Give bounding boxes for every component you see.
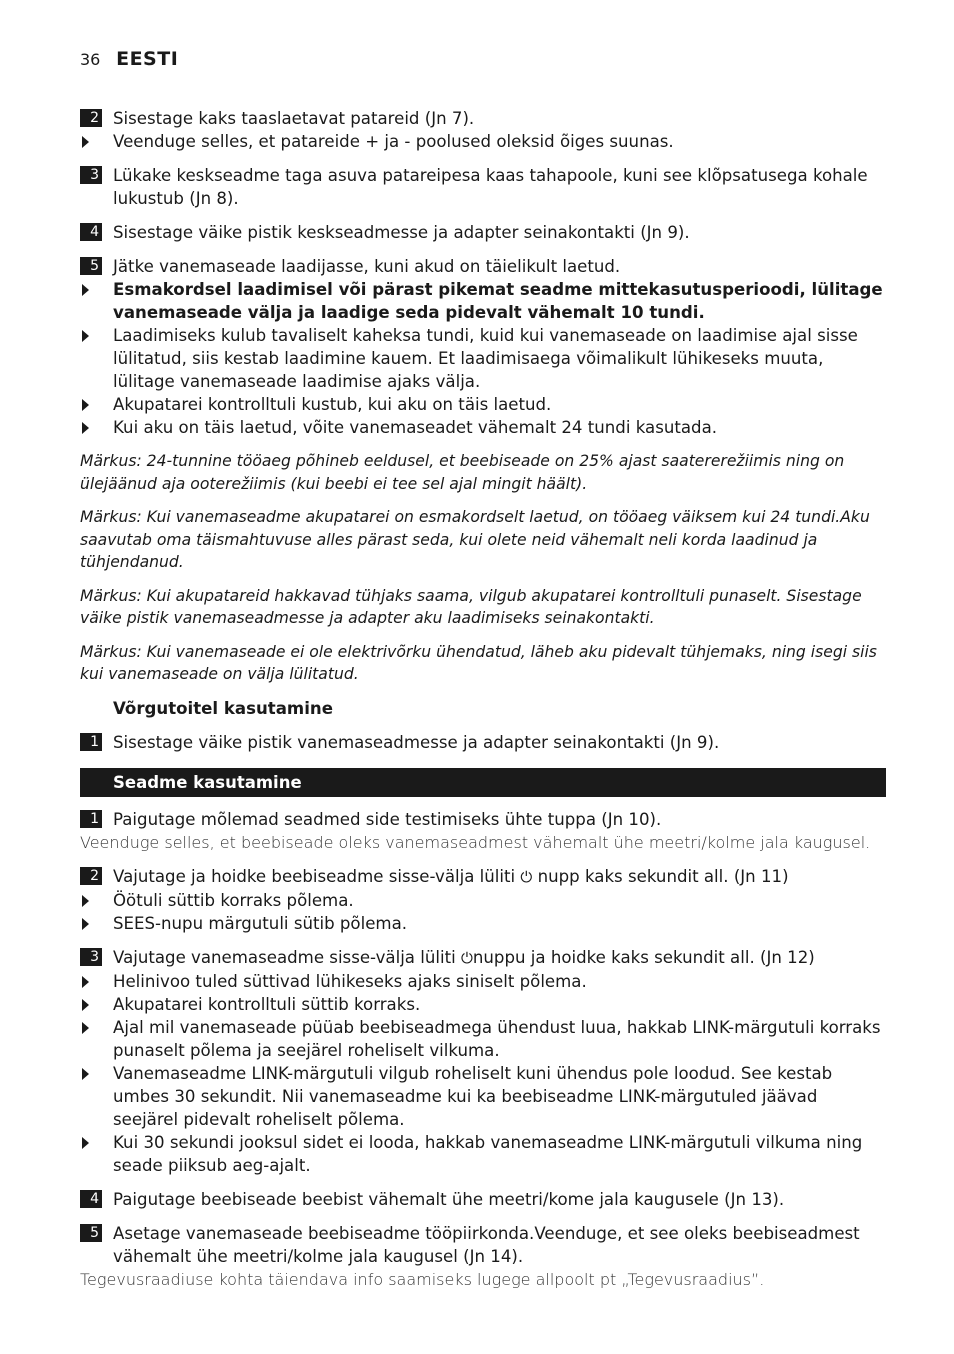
bullet: Kui aku on täis laetud, võite vanemaseadet vähemalt 24 tundi kasutada. — [80, 416, 886, 439]
section-title: Seadme kasutamine — [80, 768, 886, 797]
plain-text: Tegevusraadiuse kohta täiendava info saamiseks lugege allpoolt pt „Tegevusraadius”. — [80, 1269, 765, 1289]
step: 2 Vajutage ja hoidke beebiseadme sisse-välja lüliti ⏻ nupp kaks sekundit all. (Jn 11) — [80, 865, 886, 889]
step: 2 Sisestage kaks taaslaetavat patareid (Jn 7). — [80, 107, 886, 130]
note: Märkus: 24-tunnine tööaeg põhineb eeldusel, et beebiseade on 25% ajast saatererežiimis ning on ülejäänud aja ooterežiimis (kui beebi ei tee sel ajal mingit häält). — [80, 452, 845, 493]
step-group — [80, 865, 886, 935]
subheading: Võrgutoitel kasutamine — [113, 698, 333, 718]
bullet-bold: Esmakordsel laadimisel või pärast pikemat seadme mittekasutusperioodi, lülitage vanemaseade välja ja laadige seda pidevalt vähemalt 10 tundi. — [80, 278, 886, 324]
note: Märkus: Kui vanemaseadme akupatarei on esmakordselt laetud, on tööaeg väiksem kui 24 tundi.Aku saavutab oma täismahtuvuse alles pärast seda, kui olete neid vähemalt neli korda laadinud ja tühjendanud. — [80, 508, 870, 571]
step: 5 Jätke vanemaseade laadijasse, kuni akud on täielikult laetud. — [80, 255, 886, 278]
page-header — [80, 48, 178, 70]
power-icon: ⏻ — [520, 867, 533, 886]
step: 4 Sisestage väike pistik keskseadmesse ja adapter seinakontakti (Jn 9). — [80, 221, 886, 244]
page-content — [80, 107, 886, 1302]
bullet: Vanemaseadme LINK-märgutuli vilgub roheliselt kuni ühendus pole loodud. See kestab umbes 30 sekundit. Nii vanemaseadme kui ka beebiseadme LINK-märgutuled jäävad seejärel pidevalt roheliselt põlema. — [80, 1062, 886, 1131]
bullet: Öötuli süttib korraks põlema. — [80, 889, 886, 912]
step-group — [80, 808, 886, 854]
bullet: SEES-nupu märgutuli sütib põlema. — [80, 912, 886, 935]
bullet: Laadimiseks kulub tavaliselt kaheksa tundi, kuid kui vanemaseade on laadimise ajal sisse lülitatud, siis kestab laadimine kauem. Et laadimisaega võimalikult lühikeseks muuta, lülitage vanemaseade laadimise ajaks välja. — [80, 324, 886, 393]
step: 3 Vajutage vanemaseadme sisse-välja lüliti ⏻nuppu ja hoidke kaks sekundit all. (Jn 12) — [80, 946, 886, 970]
power-icon: ⏻ — [461, 948, 473, 967]
bullet: Ajal mil vanemaseade püüab beebiseadmega ühendust luua, hakkab LINK-märgutuli korraks punaselt põlema ja seejärel roheliselt vilkuma. — [80, 1016, 886, 1062]
step: 4 Paigutage beebiseade beebist vähemalt ühe meetri/kome jala kaugusele (Jn 13). — [80, 1188, 886, 1211]
bullet: Helinivoo tuled süttivad lühikeseks ajaks siniselt põlema. — [80, 970, 886, 993]
step-group — [80, 946, 886, 1177]
step-group — [80, 255, 886, 439]
step-group — [80, 107, 886, 153]
step: 1 Sisestage väike pistik vanemaseadmesse ja adapter seinakontakti (Jn 9). — [80, 731, 886, 754]
note: Märkus: Kui vanemaseade ei ole elektrivõrku ühendatud, läheb aku pidevalt tühjemaks, ning isegi siis kui vanemaseade on välja lülitatud. — [80, 642, 877, 683]
bullet: Kui 30 sekundi jooksul sidet ei looda, hakkab vanemaseadme LINK-märgutuli vilkuma ning seade piiksub aeg-ajalt. — [80, 1131, 886, 1177]
language-heading: EESTI — [116, 48, 179, 70]
bullet: Akupatarei kontrolltuli kustub, kui aku on täis laetud. — [80, 393, 886, 416]
step: 1 Paigutage mõlemad seadmed side testimiseks ühte tuppa (Jn 10). — [80, 808, 886, 831]
note: Märkus: Kui akupatareid hakkavad tühjaks saama, vilgub akupatarei kontrolltuli punaselt. Sisestage väike pistik vanemaseadmesse ja adapter aku laadimiseks seinakontakti. — [80, 586, 862, 627]
plain-text: Veenduge selles, et beebiseade oleks vanemaseadmest vähemalt ühe meetri/kolme jala kaugusel. — [80, 832, 871, 852]
bullet: Veenduge selles, et patareide + ja - poolused oleksid õiges suunas. — [80, 130, 886, 153]
page-number: 36 — [80, 50, 101, 69]
step: 3 Lükake keskseadme taga asuva patareipesa kaas tahapoole, kuni see klõpsatusega kohale lukustub (Jn 8). — [80, 164, 886, 210]
bullet: Akupatarei kontrolltuli süttib korraks. — [80, 993, 886, 1016]
step: 5 Asetage vanemaseade beebiseadme tööpiirkonda.Veenduge, et see oleks beebiseadmest vähemalt ühe meetri/kolme jala kaugusel (Jn 14). — [80, 1222, 886, 1268]
step-group — [80, 1222, 886, 1291]
